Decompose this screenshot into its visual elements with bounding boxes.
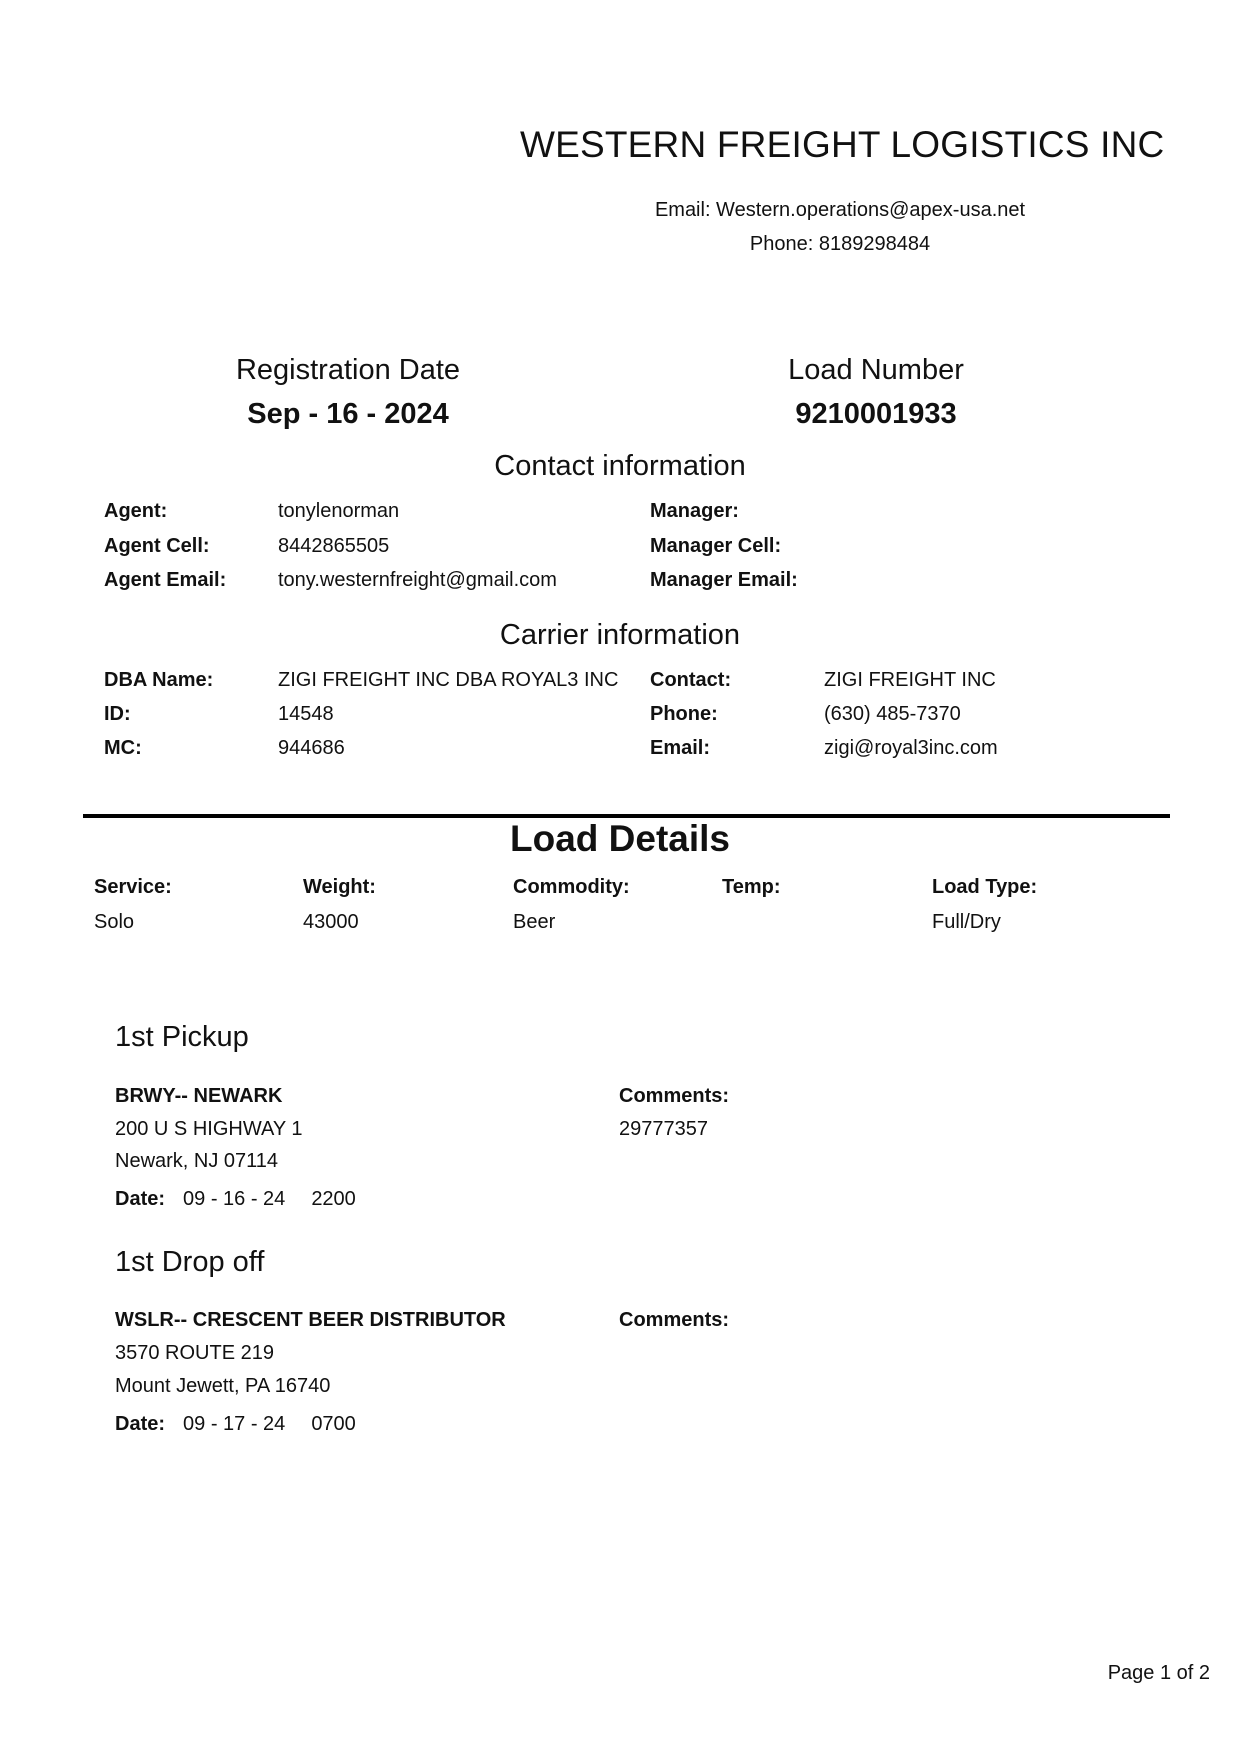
commodity-label: Commodity: [513,876,630,898]
carrier-phone-label: Phone: [650,703,718,725]
carrier-phone-value: (630) 485-7370 [824,703,961,725]
carrier-contact-label: Contact: [650,669,732,691]
carrier-id-value: 14548 [278,703,334,725]
page-number: Page 1 of 2 [1107,1662,1210,1684]
agent-cell-label: Agent Cell: [104,535,210,557]
agent-label: Agent: [104,500,168,522]
weight-label: Weight: [303,876,376,898]
manager-email-label: Manager Email: [650,569,798,591]
dropoff-date: 09 - 17 - 24 [183,1413,286,1435]
agent-email-value: tony.westernfreight@gmail.com [278,569,557,591]
dropoff-date-row [115,1411,356,1437]
carrier-email-value: zigi@royal3inc.com [824,737,998,759]
pickup-location-name: BRWY-- NEWARK [115,1085,283,1107]
dropoff-address-line1: 3570 ROUTE 219 [115,1342,274,1364]
weight-value: 43000 [303,911,359,933]
service-label: Service: [94,876,172,898]
company-name: WESTERN FREIGHT LOGISTICS INC [520,124,1165,165]
pickup-comments-label: Comments: [619,1085,730,1107]
dropoff-title: 1st Drop off [115,1246,265,1278]
dropoff-time: 0700 [311,1413,356,1435]
company-email: Email: Western.operations@apex-usa.net [654,199,1026,221]
dropoff-date-label: Date: [115,1413,166,1435]
pickup-comments: 29777357 [619,1118,708,1140]
dba-value: ZIGI FREIGHT INC DBA ROYAL3 INC [278,669,619,691]
carrier-contact-value: ZIGI FREIGHT INC [824,669,996,691]
pickup-time: 2200 [311,1188,356,1210]
pickup-date-row [115,1186,356,1212]
agent-email-label: Agent Email: [104,569,227,591]
agent-value: tonylenorman [278,500,400,522]
manager-cell-label: Manager Cell: [650,535,782,557]
mc-value: 944686 [278,737,345,759]
pickup-title: 1st Pickup [115,1021,249,1053]
pickup-address-line1: 200 U S HIGHWAY 1 [115,1118,303,1140]
carrier-id-label: ID: [104,703,131,725]
commodity-value: Beer [513,911,556,933]
load-number-label: Load Number [788,354,964,386]
carrier-section-title: Carrier information [499,619,741,651]
load-number-value: 9210001933 [795,398,957,430]
pickup-date-label: Date: [115,1188,166,1210]
temp-label: Temp: [722,876,781,898]
dba-label: DBA Name: [104,669,214,691]
load-type-label: Load Type: [932,876,1038,898]
dropoff-location-name: WSLR-- CRESCENT BEER DISTRIBUTOR [115,1309,506,1331]
pickup-date: 09 - 16 - 24 [183,1188,286,1210]
carrier-email-label: Email: [650,737,711,759]
manager-label: Manager: [650,500,739,522]
dropoff-address-line2: Mount Jewett, PA 16740 [115,1375,331,1397]
pickup-address-line2: Newark, NJ 07114 [115,1150,279,1172]
registration-date-value: Sep - 16 - 2024 [247,398,449,430]
service-value: Solo [94,911,135,933]
mc-label: MC: [104,737,142,759]
contact-section-title: Contact information [494,450,746,482]
load-type-value: Full/Dry [932,911,1001,933]
agent-cell-value: 8442865505 [278,535,390,557]
dropoff-comments-label: Comments: [619,1309,730,1331]
company-phone: Phone: 8189298484 [749,233,931,255]
registration-date-label: Registration Date [235,354,461,386]
load-details-title: Load Details [510,818,730,859]
